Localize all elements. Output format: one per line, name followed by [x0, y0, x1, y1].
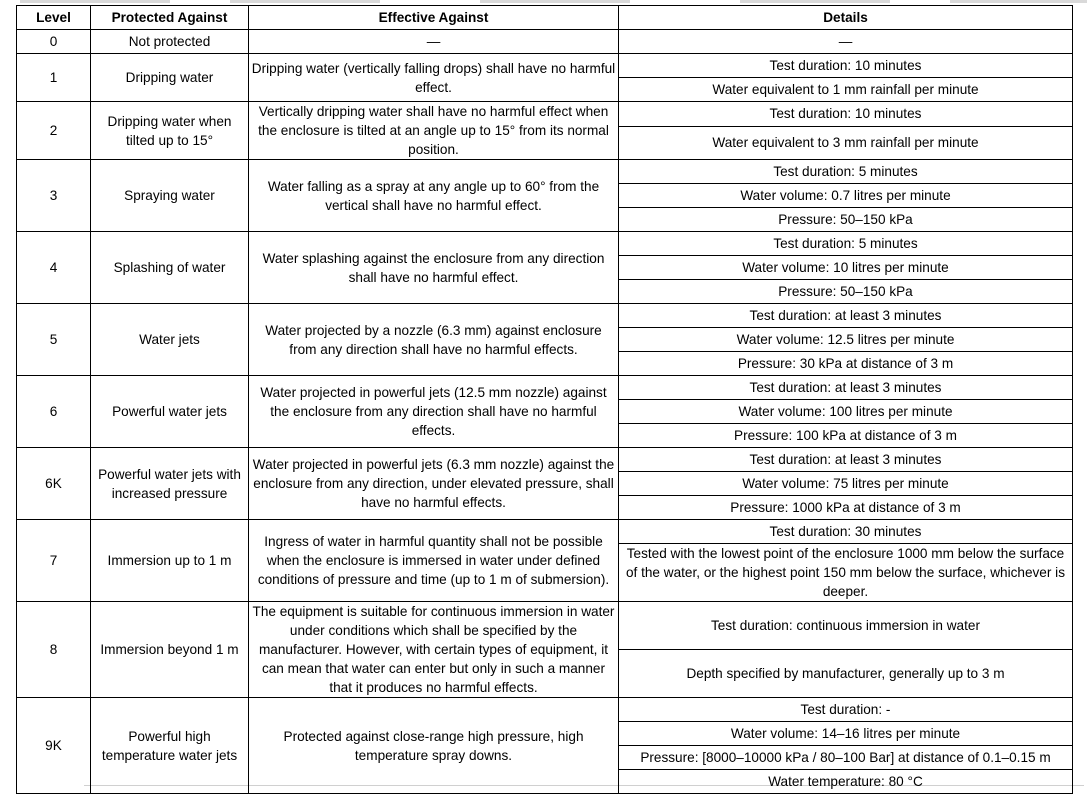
table-row [17, 160, 1073, 184]
protected-cell: Powerful high temperature water jets [91, 698, 249, 794]
ip-rating-table [16, 5, 1073, 794]
detail-cell: Water volume: 12.5 litres per minute [619, 328, 1073, 352]
table-row [17, 376, 1073, 400]
protected-cell: Powerful water jets [91, 376, 249, 448]
detail-cell: Pressure: [8000–10000 kPa / 80–100 Bar] at distance of 0.1–0.15 m [619, 746, 1073, 770]
effective-cell: Vertically dripping water shall have no harmful effect when the enclosure is tilted at an angle up to 15° from its normal position. [249, 102, 619, 160]
effective-cell: Water projected in powerful jets (6.3 mm nozzle) against the enclosure from any direction, under elevated pressure, shall have no harmful effects. [249, 448, 619, 520]
detail-cell: Test duration: 10 minutes [619, 54, 1073, 78]
protected-cell: Not protected [91, 30, 249, 54]
protected-cell: Immersion up to 1 m [91, 520, 249, 602]
protected-cell: Dripping water when tilted up to 15° [91, 102, 249, 160]
detail-cell: Water volume: 14–16 litres per minute [619, 722, 1073, 746]
detail-cell: Water temperature: 80 °C [619, 770, 1073, 794]
detail-cell: Water volume: 0.7 litres per minute [619, 184, 1073, 208]
detail-cell: Test duration: 10 minutes [619, 102, 1073, 127]
detail-cell: Pressure: 50–150 kPa [619, 280, 1073, 304]
level-cell: 3 [17, 160, 91, 232]
protected-cell: Immersion beyond 1 m [91, 602, 249, 698]
detail-cell: Pressure: 1000 kPa at distance of 3 m [619, 496, 1073, 520]
detail-cell: Pressure: 100 kPa at distance of 3 m [619, 424, 1073, 448]
detail-cell: Test duration: at least 3 minutes [619, 304, 1073, 328]
level-cell: 9K [17, 698, 91, 794]
detail-cell: Water equivalent to 3 mm rainfall per minute [619, 126, 1073, 159]
table-row [17, 698, 1073, 722]
level-cell: 1 [17, 54, 91, 102]
table-row [17, 54, 1073, 78]
detail-cell: Test duration: 5 minutes [619, 160, 1073, 184]
detail-cell: Tested with the lowest point of the enclosure 1000 mm below the surface of the water, or the highest point 150 mm below the surface, whichever is deeper. [619, 544, 1073, 602]
effective-cell: Water splashing against the enclosure from any direction shall have no harmful effect. [249, 232, 619, 304]
table-row [17, 30, 1073, 54]
detail-cell: Water volume: 100 litres per minute [619, 400, 1073, 424]
level-cell: 6 [17, 376, 91, 448]
effective-cell: Water falling as a spray at any angle up to 60° from the vertical shall have no harmful effect. [249, 160, 619, 232]
detail-cell: Test duration: - [619, 698, 1073, 722]
level-cell: 2 [17, 102, 91, 160]
header-protected-against: Protected Against [91, 6, 249, 30]
detail-cell: Pressure: 50–150 kPa [619, 208, 1073, 232]
table-row [17, 520, 1073, 544]
table-row [17, 448, 1073, 472]
protected-cell: Dripping water [91, 54, 249, 102]
table-row [17, 232, 1073, 256]
effective-cell: The equipment is suitable for continuous immersion in water under conditions which shall be specified by the manufacturer. However, with certain types of equipment, it can mean that water can enter but only in such a manner that it produces no harmful effects. [249, 602, 619, 698]
level-cell: 0 [17, 30, 91, 54]
effective-cell: Ingress of water in harmful quantity shall not be possible when the enclosure is immersed in water under defined conditions of pressure and time (up to 1 m of submersion). [249, 520, 619, 602]
protected-cell: Splashing of water [91, 232, 249, 304]
protected-cell: Spraying water [91, 160, 249, 232]
detail-cell: Depth specified by manufacturer, generally up to 3 m [619, 650, 1073, 698]
detail-cell: Test duration: at least 3 minutes [619, 448, 1073, 472]
table-row [17, 304, 1073, 328]
table-row [17, 602, 1073, 650]
table-row [17, 102, 1073, 127]
level-cell: 8 [17, 602, 91, 698]
header-details: Details [619, 6, 1073, 30]
level-cell: 4 [17, 232, 91, 304]
level-cell: 5 [17, 304, 91, 376]
protected-cell: Water jets [91, 304, 249, 376]
effective-cell: Water projected by a nozzle (6.3 mm) against enclosure from any direction shall have no harmful effects. [249, 304, 619, 376]
header-effective-against: Effective Against [249, 6, 619, 30]
effective-cell: Protected against close-range high pressure, high temperature spray downs. [249, 698, 619, 794]
detail-cell: Water equivalent to 1 mm rainfall per minute [619, 78, 1073, 102]
detail-cell: Test duration: continuous immersion in water [619, 602, 1073, 650]
level-cell: 6K [17, 448, 91, 520]
detail-cell: Water volume: 75 litres per minute [619, 472, 1073, 496]
protected-cell: Powerful water jets with increased pressure [91, 448, 249, 520]
effective-cell: Dripping water (vertically falling drops) shall have no harmful effect. [249, 54, 619, 102]
detail-cell: Test duration: 30 minutes [619, 520, 1073, 544]
detail-cell: Test duration: 5 minutes [619, 232, 1073, 256]
detail-cell: Pressure: 30 kPa at distance of 3 m [619, 352, 1073, 376]
detail-cell: Water volume: 10 litres per minute [619, 256, 1073, 280]
effective-cell: — [249, 30, 619, 54]
effective-cell: Water projected in powerful jets (12.5 mm nozzle) against the enclosure from any direction shall have no harmful effects. [249, 376, 619, 448]
level-cell: 7 [17, 520, 91, 602]
detail-cell: — [619, 30, 1073, 54]
header-level: Level [17, 6, 91, 30]
detail-cell: Test duration: at least 3 minutes [619, 376, 1073, 400]
header-row [17, 6, 1073, 30]
